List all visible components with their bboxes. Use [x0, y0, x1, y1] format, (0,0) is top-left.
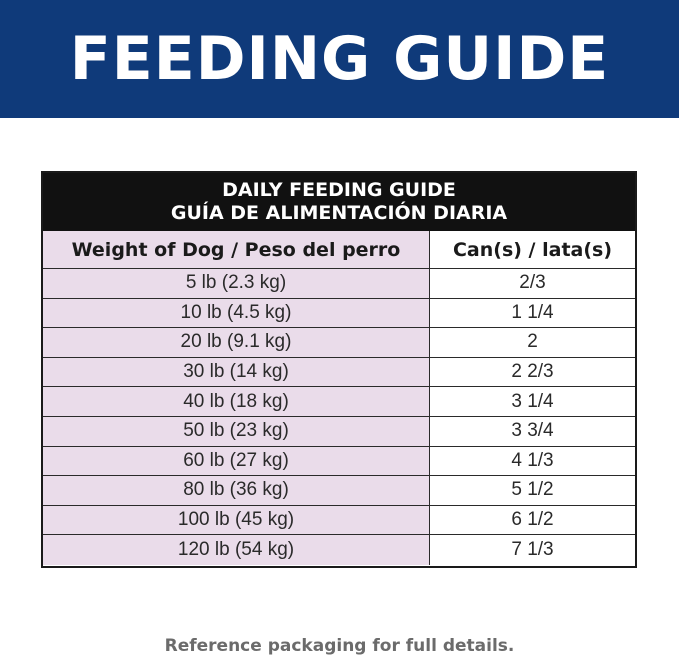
table-row	[43, 358, 635, 388]
table-row	[43, 269, 635, 299]
cans-cell: 6 1/2	[430, 506, 635, 535]
cans-cell: 1 1/4	[430, 299, 635, 328]
cans-cell: 7 1/3	[430, 535, 635, 565]
table-row	[43, 417, 635, 447]
table-body	[43, 269, 635, 565]
table-row	[43, 535, 635, 565]
table-row	[43, 387, 635, 417]
table-title-english: DAILY FEEDING GUIDE	[222, 179, 456, 201]
reference-note: Reference packaging for full details.	[164, 636, 515, 656]
cans-cell: 2/3	[430, 269, 635, 298]
cans-cell: 2	[430, 328, 635, 357]
table-row	[43, 328, 635, 358]
weight-cell: 40 lb (18 kg)	[43, 387, 430, 416]
banner-title: FEEDING GUIDE	[69, 24, 610, 94]
weight-cell: 20 lb (9.1 kg)	[43, 328, 430, 357]
weight-cell: 100 lb (45 kg)	[43, 506, 430, 535]
weight-cell: 5 lb (2.3 kg)	[43, 269, 430, 298]
cans-cell: 3 1/4	[430, 387, 635, 416]
weight-column-header: Weight of Dog / Peso del perro	[43, 231, 430, 268]
weight-cell: 80 lb (36 kg)	[43, 476, 430, 505]
cans-cell: 4 1/3	[430, 447, 635, 476]
weight-cell: 30 lb (14 kg)	[43, 358, 430, 387]
column-header-row	[43, 231, 635, 269]
cans-cell: 5 1/2	[430, 476, 635, 505]
cans-cell: 3 3/4	[430, 417, 635, 446]
table-row	[43, 506, 635, 536]
weight-cell: 50 lb (23 kg)	[43, 417, 430, 446]
weight-cell: 120 lb (54 kg)	[43, 535, 430, 565]
weight-cell: 10 lb (4.5 kg)	[43, 299, 430, 328]
feeding-guide-banner	[0, 0, 679, 118]
table-row	[43, 299, 635, 329]
table-row	[43, 447, 635, 477]
weight-cell: 60 lb (27 kg)	[43, 447, 430, 476]
table-title-block	[43, 173, 635, 231]
daily-feeding-table	[41, 171, 637, 568]
table-row	[43, 476, 635, 506]
table-title-spanish: GUÍA DE ALIMENTACIÓN DIARIA	[170, 202, 508, 224]
cans-cell: 2 2/3	[430, 358, 635, 387]
cans-column-header: Can(s) / lata(s)	[430, 231, 635, 268]
